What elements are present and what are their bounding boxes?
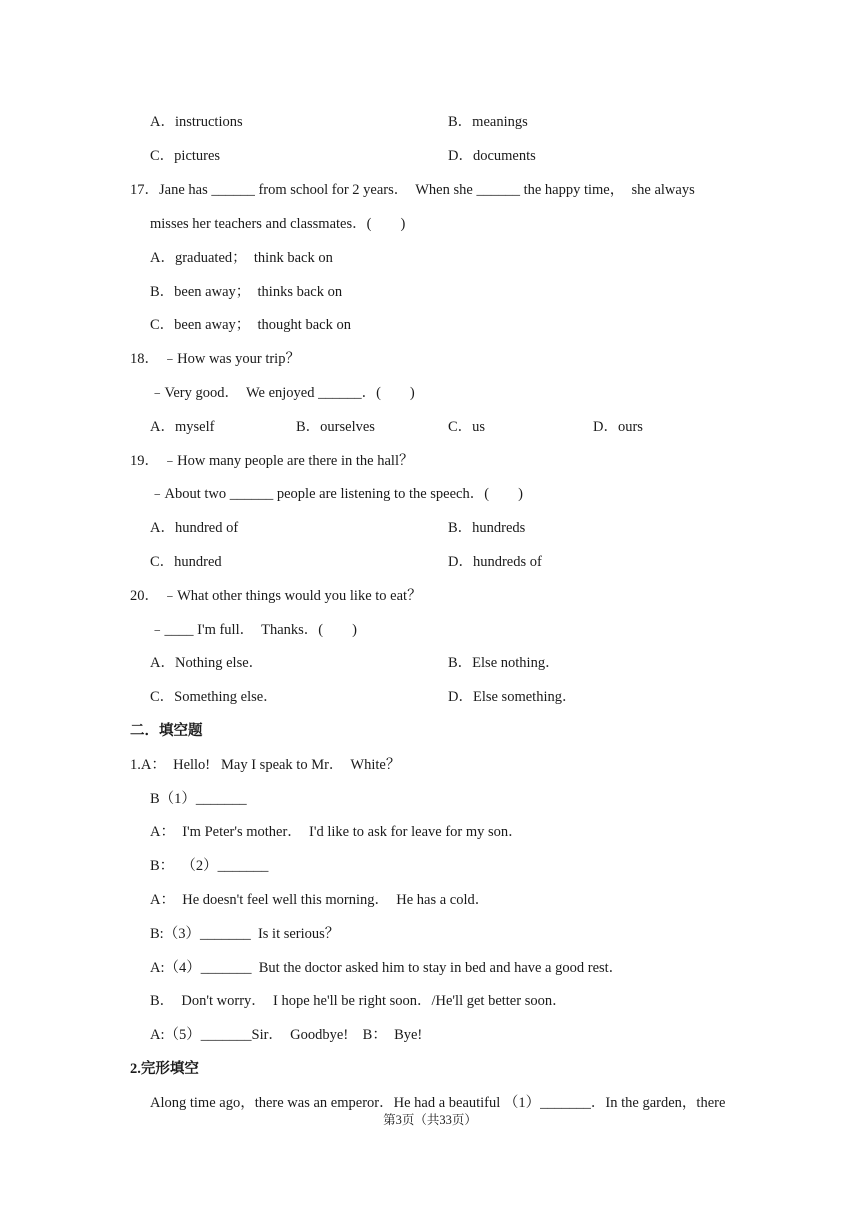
- q16-option-a: A．instructions: [150, 114, 243, 130]
- q16-option-c: C．pictures: [150, 148, 221, 164]
- q18-option-b: B．ourselves: [296, 419, 375, 435]
- q20-option-c: C．Something else．: [150, 689, 278, 705]
- section-heading-fill-in: 二．填空题: [130, 723, 203, 739]
- q20-option-d: D．Else something．: [448, 689, 577, 705]
- dialogue-line-1: 1.A： Hello! May I speak to Mr． White？: [130, 757, 401, 773]
- dialogue-line-4: B： （2）_______: [150, 858, 269, 874]
- q17-stem-line2: misses her teachers and classmates．( ): [150, 216, 406, 232]
- dialogue-line-5: A： He doesn't feel well this morning． He has a cold．: [150, 892, 490, 908]
- q17-option-b: B．been away； thinks back on: [150, 284, 343, 300]
- q19-stem-line1: 19． ﹣How many people are there in the hall？: [130, 453, 414, 469]
- dialogue-line-8: B． Don't worry． I hope he'll be right soon．/He'll get better soon．: [150, 993, 567, 1009]
- q20-stem-line2: ﹣____ I'm full． Thanks．( ): [150, 622, 357, 638]
- q19-stem-line2: ﹣About two ______ people are listening to the speech．( ): [150, 486, 523, 502]
- dialogue-line-2: B（1）_______: [150, 791, 247, 807]
- dialogue-line-7: A:（4）_______ But the doctor asked him to stay in bed and have a good rest．: [150, 960, 624, 976]
- q17-option-c: C．been away； thought back on: [150, 317, 351, 333]
- q19-option-c: C．hundred: [150, 554, 222, 570]
- page-footer: 第3页（共33页）: [383, 1113, 477, 1127]
- q16-option-d: D．documents: [448, 148, 536, 164]
- dialogue-line-6: B:（3）_______ Is it serious？: [150, 926, 340, 942]
- q17-option-a: A．graduated； think back on: [150, 250, 333, 266]
- dialogue-line-9: A:（5）_______Sir． Goodbye! B： Bye!: [150, 1027, 423, 1043]
- q18-stem-line2: ﹣Very good． We enjoyed ______．( ): [150, 385, 415, 401]
- cloze-paragraph-line1: Along time ago，there was an emperor．He had a beautiful （1）_______．In the garden，there: [150, 1095, 726, 1111]
- q16-option-b: B．meanings: [448, 114, 528, 130]
- q20-option-b: B．Else nothing．: [448, 655, 560, 671]
- q18-option-d: D．ours: [593, 419, 643, 435]
- q18-option-c: C．us: [448, 419, 486, 435]
- q19-option-b: B．hundreds: [448, 520, 526, 536]
- section-heading-cloze: 2.完形填空: [130, 1061, 199, 1077]
- q19-option-d: D．hundreds of: [448, 554, 542, 570]
- q19-option-a: A．hundred of: [150, 520, 239, 536]
- q17-stem-line1: 17．Jane has ______ from school for 2 years． When she ______ the happy time， she always: [130, 182, 695, 198]
- q20-option-a: A．Nothing else．: [150, 655, 264, 671]
- q18-option-a: A．myself: [150, 419, 215, 435]
- q18-stem-line1: 18． ﹣How was your trip？: [130, 351, 300, 367]
- dialogue-line-3: A： I'm Peter's mother． I'd like to ask for leave for my son．: [150, 824, 523, 840]
- q20-stem-line1: 20． ﹣What other things would you like to eat？: [130, 588, 422, 604]
